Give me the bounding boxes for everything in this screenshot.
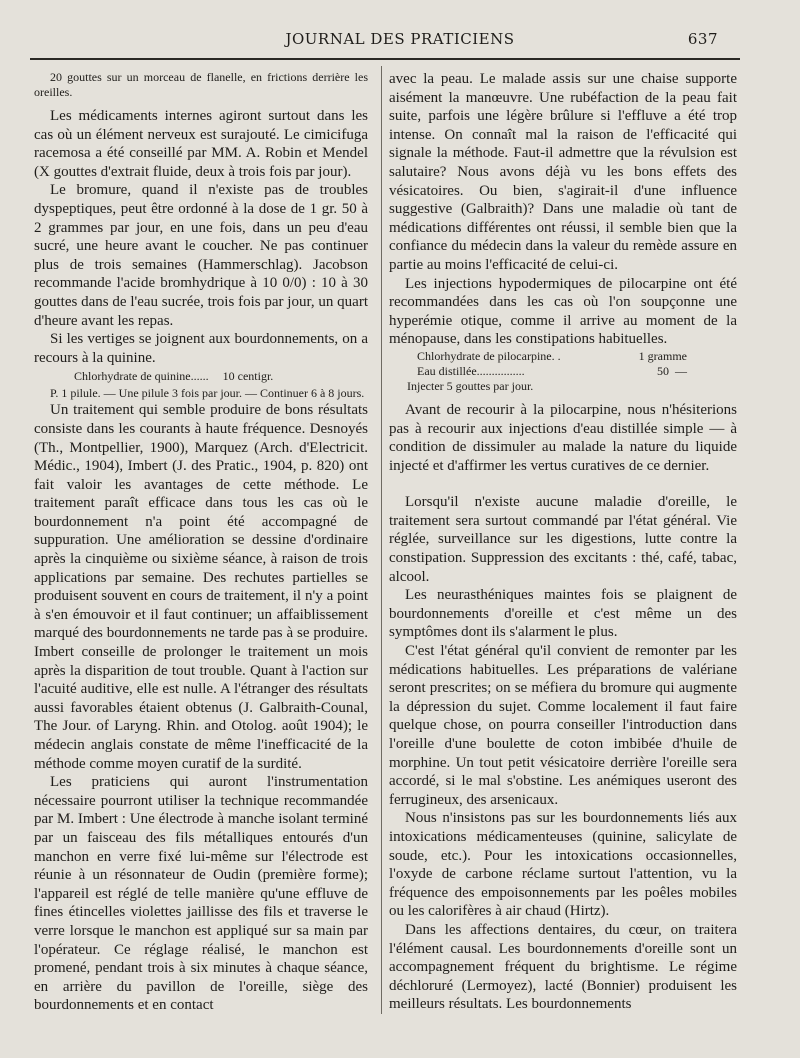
spacer	[389, 394, 737, 401]
body-paragraph: Dans les affections dentaires, du cœur, on traitera l'élément causal. Les bourdonnements d'oreille sont un accompagnement fréquent du brightisme. Le régime déchloruré (Lermoyez), lacté (Bonnier) produisent les meilleurs résultats. Les bourdonnements	[389, 921, 737, 1013]
body-paragraph: C'est l'état général qu'il convient de remonter par les médications habituelles. Les préparations de valériane seront prescrites; on se méfiera du bromure qui augmente la dépression du sujet. Comme localement il faut faire quelque chose, on pourra conseiller l'introduction dans l'oreille d'une boulette de coton imbibée d'huile de morphine. Un tout petit vésicatoire derrière l'oreille sera accordé, si le mal s'obstine. Les anémiques useront des ferrugineux, des arsenicaux.	[389, 643, 737, 808]
prescription-line	[389, 364, 737, 379]
header-rule	[30, 58, 740, 60]
prescription-line	[389, 349, 737, 364]
body-paragraph: Si les vertiges se joignent aux bourdonnements, on a recours à la quinine.	[34, 331, 368, 366]
body-paragraph: Lorsqu'il n'existe aucune maladie d'oreille, le traitement sera surtout commandé par l'état général. Vie réglée, surveillance sur les digestions, lutte contre la constipation. Suppression des excitants : thé, café, tabac, alcool.	[389, 494, 737, 585]
body-paragraph: Les neurasthéniques maintes fois se plaignent de bourdonnements d'oreille et c'est même un des symptômes dont ils s'alarment le plus.	[389, 587, 737, 641]
spacer	[34, 100, 368, 107]
small-print-paragraph: P. 1 pilule. — Une pilule 3 fois par jour. — Continuer 6 à 8 jours.	[50, 386, 365, 401]
body-paragraph: Avant de recourir à la pilocarpine, nous n'hésiterions pas à recourir aux injections d'eau distillée simple — à condition de dissimuler au malade la nature du liquide injecté et d'affirmer les vertus curatives de ce dernier.	[389, 401, 737, 474]
prescription-dose: 50 —	[657, 363, 687, 378]
continued-paragraph: avec la peau. Le malade assis sur une chaise supporte aisément la manœuvre. Une rubéfaction de la peau fait suite, parfois une légère brûlure si l'effluve a été trop intense. On connaît mal la raison de l'efficacité qui signale la méthode. Faut-il admettre que la révulsion est salutaire? Nous avons déjà vu les bons effets des vésicatoires. Ou bien, s'agirait-il d'une influence suggestive (Galbraith)? Dans une maladie où tant de médications différentes ont réussi, il semble bien que la confiance du médecin dans la valeur du remède assure en partie au moins l'efficacité de celui-ci.	[389, 71, 737, 273]
journal-title: JOURNAL DES PRATICIENS	[285, 30, 515, 48]
prescription-line	[34, 369, 368, 384]
body-paragraph: Les praticiens qui auront l'instrumentation nécessaire pourront utiliser la technique recommandée par M. Imbert : Une électrode à manche isolant terminé par un faisceau des fils métalliques entourés d'un manchon en verre fixé lui-même sur l'électrode est réunie à un résonnateur de Oudin (première forme); l'appareil est réglé de telle manière qu'une effluve de fines étincelles violettes jaillisse des fils et traverse le verre lorsque le manchon est appliqué sur sa main par l'opérateur. Ce réglage réalisé, le manchon est promené, pendant trois à six minutes à chaque séance, en arrière du pavillon de l'oreille, siège des bourdonnements et en contact	[34, 774, 368, 1014]
small-print-paragraph: 20 gouttes sur un morceau de flanelle, en frictions derrière les oreilles.	[34, 70, 368, 99]
body-paragraph: Nous n'insistons pas sur les bourdonnements liés aux intoxications médicamenteuses (quinine, salicylate de soude, etc.). Pour les intoxications occasionnelles, l'oxyde de carbone réclame surtout l'attention, vu la fréquence des empoisonnements par les poêles mobiles ou les calorifères à air chaud (Hirtz).	[389, 810, 737, 920]
body-paragraph: Les injections hypodermiques de pilocarpine ont été recommandées dans les cas où l'on soupçonne une hyperémie otique, comme il arrive au moment de la ménopause, dans les constipations habituelles.	[389, 275, 737, 348]
left-column	[34, 70, 368, 1015]
body-paragraph: Les médicaments internes agiront surtout dans les cas où un élément nerveux est surajouté. Le cimicifuga racemosa a été conseillé par MM. A. Robin et Mendel (X gouttes d'extrait fluide, deux à trois fois par jour).	[34, 108, 368, 180]
prescription-dose: 1 gramme	[638, 348, 687, 363]
running-header	[0, 30, 800, 50]
prescription-drug: Eau distillée................	[417, 363, 525, 378]
prescription-instruction: Injecter 5 gouttes par jour.	[407, 378, 534, 393]
body-paragraph: Un traitement qui semble produire de bons résultats consiste dans les courants à haute fréquence. Desnoyés (Th., Montpellier, 1900), Marquez (Arch. d'Electricit. Médic., 1904), Imbert (J. des Pratic., 1904, p. 820) ont fait valoir les avantages de cette méthode. Le traitement paraît efficace dans tous les cas où le bourdonnement n'a point été accompagné de suppuration. Une amélioration se dessine d'ordinaire après la cinquième ou sixième séance, à raison de trois applications par semaine. Des rechutes partielles se produisent souvent en cours de traitement, il n'y a point à s'en émouvoir et il faut continuer; un affaiblissement marqué des bourdonnements ne tarde pas à se produire. Imbert conseille de prolonger le traitement un mois après la disparition de tout trouble. Quant à l'action sur l'acuité auditive, elle est nulle. A l'étranger des résultats aussi favorables étaient obtenus (J. Galbraith-Counal, The Jour. of Laryng. Rhin. and Otolog. août 1904); le médecin anglais constate de même l'inefficacité de la méthode comme moyen curatif de la surdité.	[34, 402, 368, 772]
prescription-drug: Chlorhydrate de quinine......	[74, 369, 209, 384]
right-column	[389, 70, 737, 1014]
prescription-dose: 10 centigr.	[222, 369, 274, 384]
prescription-drug: Chlorhydrate de pilocarpine. .	[417, 348, 561, 363]
body-paragraph: Le bromure, quand il n'existe pas de troubles dyspeptiques, peut être ordonné à la dose de 1 gr. 50 à 2 grammes par jour, en une fois, dans un peu d'eau sucré, une heure avant le coucher. Ne pas continuer plus de trois semaines (Hammerschlag). Jacobson recommande l'acide bromhydrique à 10 0/0) : 10 à 30 gouttes dans de l'eau sucrée, trois fois par jour, un quart d'heure avant les repas.	[34, 182, 368, 329]
page-number: 637	[687, 30, 718, 48]
spacer	[389, 475, 737, 493]
column-divider	[381, 66, 382, 1014]
